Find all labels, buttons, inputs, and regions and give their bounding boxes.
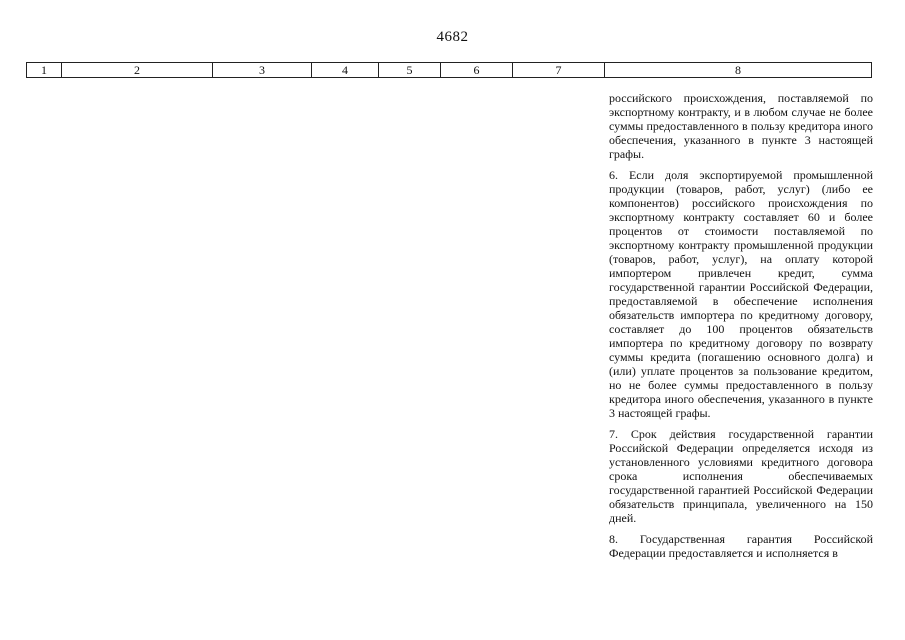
column-number-8: 8: [735, 63, 741, 77]
paragraph-item-7: 7. Срок действия государственной гарантии Российской Федерации определяется исходя из установленного условиями кредитного договора срока исполнения обеспечиваемых государственной гарантией Российской Федерации обязательств принципала, увеличенного на 150 дней.: [609, 427, 873, 525]
column-number-7: 7: [513, 63, 605, 77]
column-number-6: 6: [441, 63, 513, 77]
page-number: 4682: [436, 29, 469, 45]
column-number-2: 2: [62, 63, 213, 77]
column-number-5: 5: [379, 63, 441, 77]
paragraph-item-8: 8. Государственная гарантия Российской Федерации предоставляется и исполняется в: [609, 532, 873, 560]
table-column-header-row: [26, 62, 872, 78]
paragraph-item-6: 6. Если доля экспортируемой промышленной продукции (товаров, работ, услуг) (либо ее компонентов) российского происхождения по экспортному контракту составляет 60 и более процентов от стоимости поставляемой по экспортному контракту промышленной продукции (товаров, работ, услуг), на оплату которой импортером привлечен кредит, сумма государственной гарантии Российской Федерации, предоставляемой в обеспечение исполнения обязательств импортера по кредитному договору, составляет до 100 процентов обязательств импортера по кредитному договору по возврату суммы кредита (погашению основного долга) и (или) уплате процентов за пользование кредитом, но не более суммы предоставленного в пользу кредитора иного обеспечения, указанного в пункте 3 настоящей графы.: [609, 168, 873, 420]
column-number-3: 3: [213, 63, 312, 77]
column-8-text: [609, 91, 873, 567]
column-number-1: 1: [27, 63, 62, 77]
column-number-4: 4: [312, 63, 379, 77]
paragraph-continuation: российского происхождения, поставляемой по экспортному контракту, и в любом случае не более суммы предоставленного в пользу кредитора иного обеспечения, указанного в пункте 3 настоящей графы.: [609, 91, 873, 161]
